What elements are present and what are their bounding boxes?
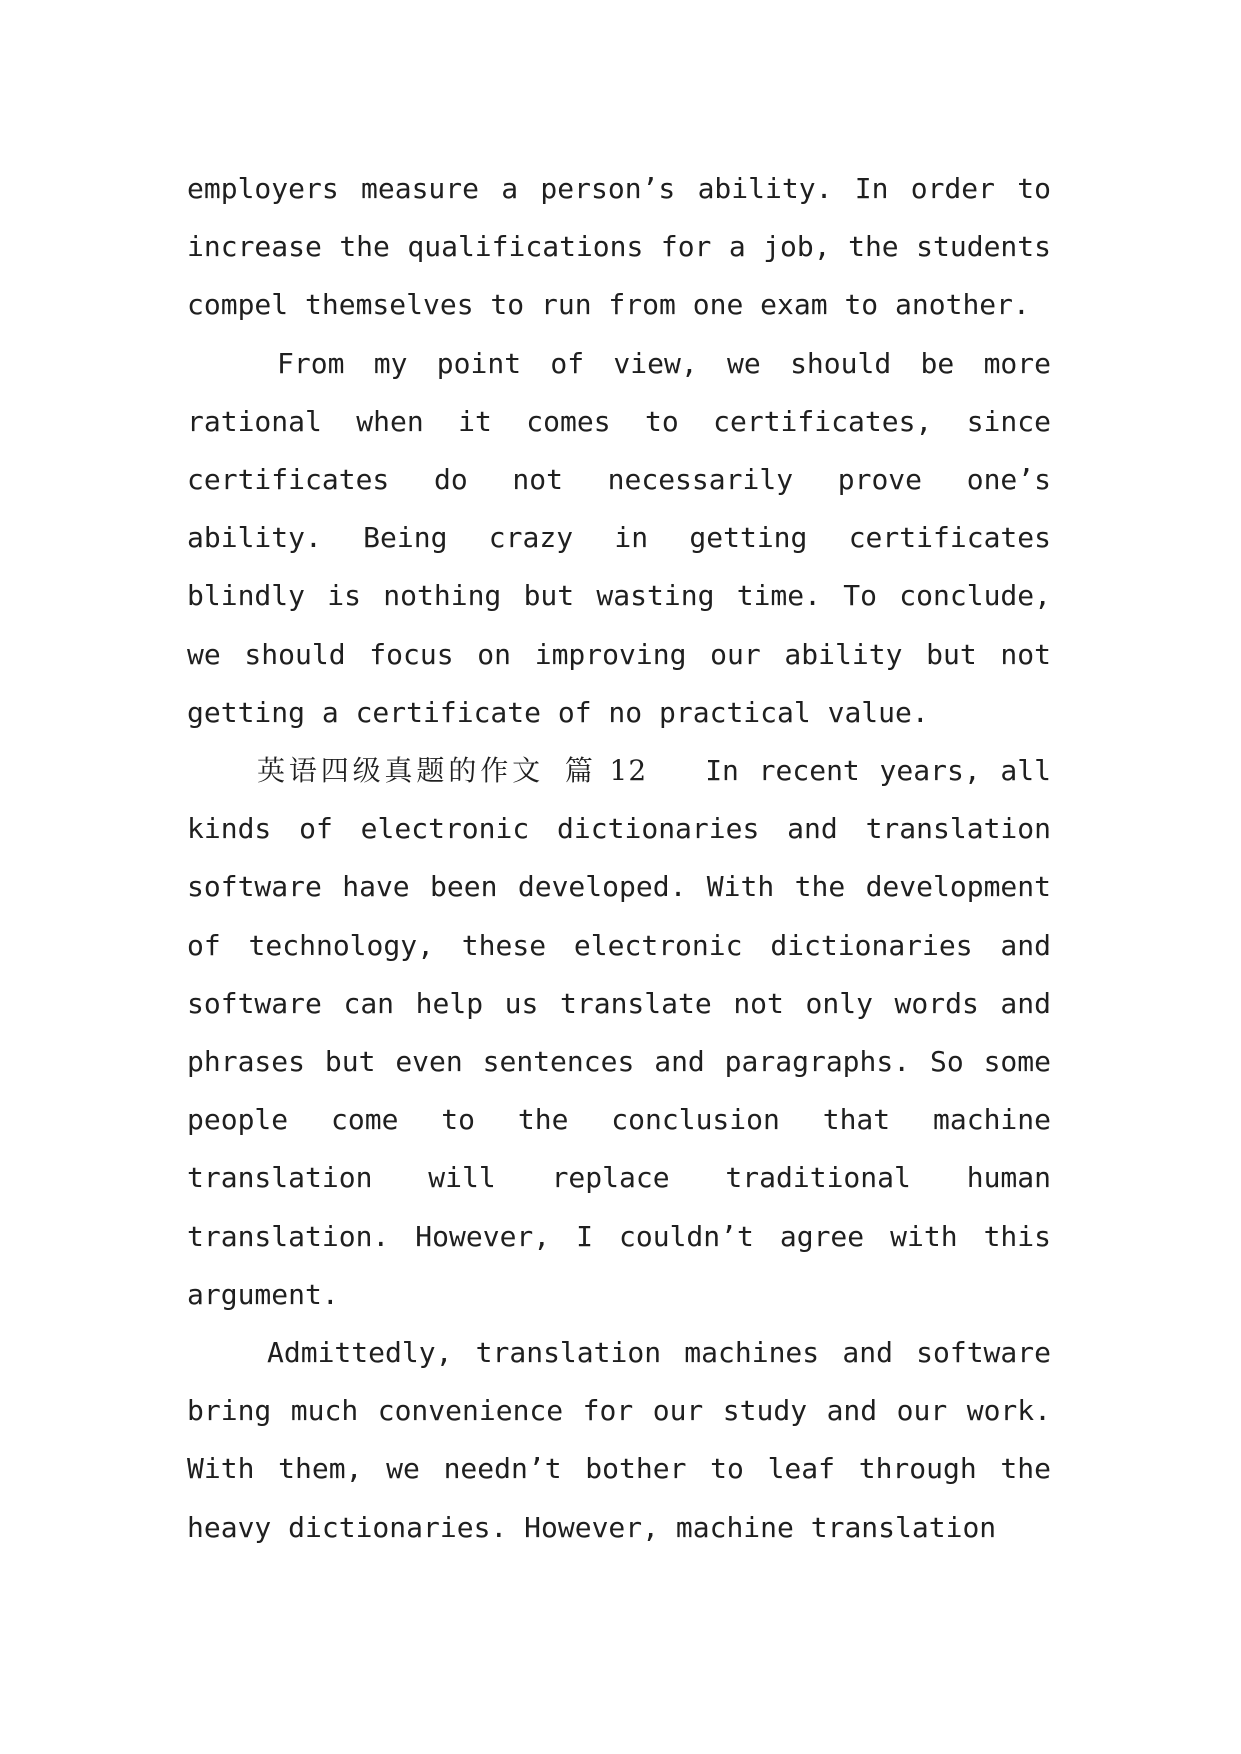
paragraph-3	[187, 742, 1051, 1324]
paragraph-1: employers measure a person’s ability. In order to increase the qualifications for a job, the students compel themselves to run from one exam to another.	[187, 172, 1051, 322]
essay-title: 英语四级真题的作文	[257, 754, 544, 788]
document-body	[187, 160, 1051, 1557]
paragraph-4: Admittedly, translation machines and software bring much convenience for our study and our work. With them, we needn’t bother to leaf through the heavy dictionaries. However, machine translation	[187, 1336, 1051, 1544]
paragraph-3-text: In recent years, all kinds of electronic dictionaries and translation software have been developed. With the development of technology, these electronic dictionaries and software can help us translate not only words and phrases but even sentences and paragraphs. So some people come to the conclusion that machine translation will replace traditional human translation. However, I couldn’t agree with this argument.	[187, 754, 1051, 1311]
section-label: 篇 12	[561, 754, 648, 788]
paragraph-2: From my point of view, we should be more rational when it comes to certificates, since certificates do not necessarily prove one’s ability. Being crazy in getting certificates blindly is nothing but wasting time. To conclude, we should focus on improving our ability but not getting a certificate of no practical value.	[187, 346, 1051, 729]
